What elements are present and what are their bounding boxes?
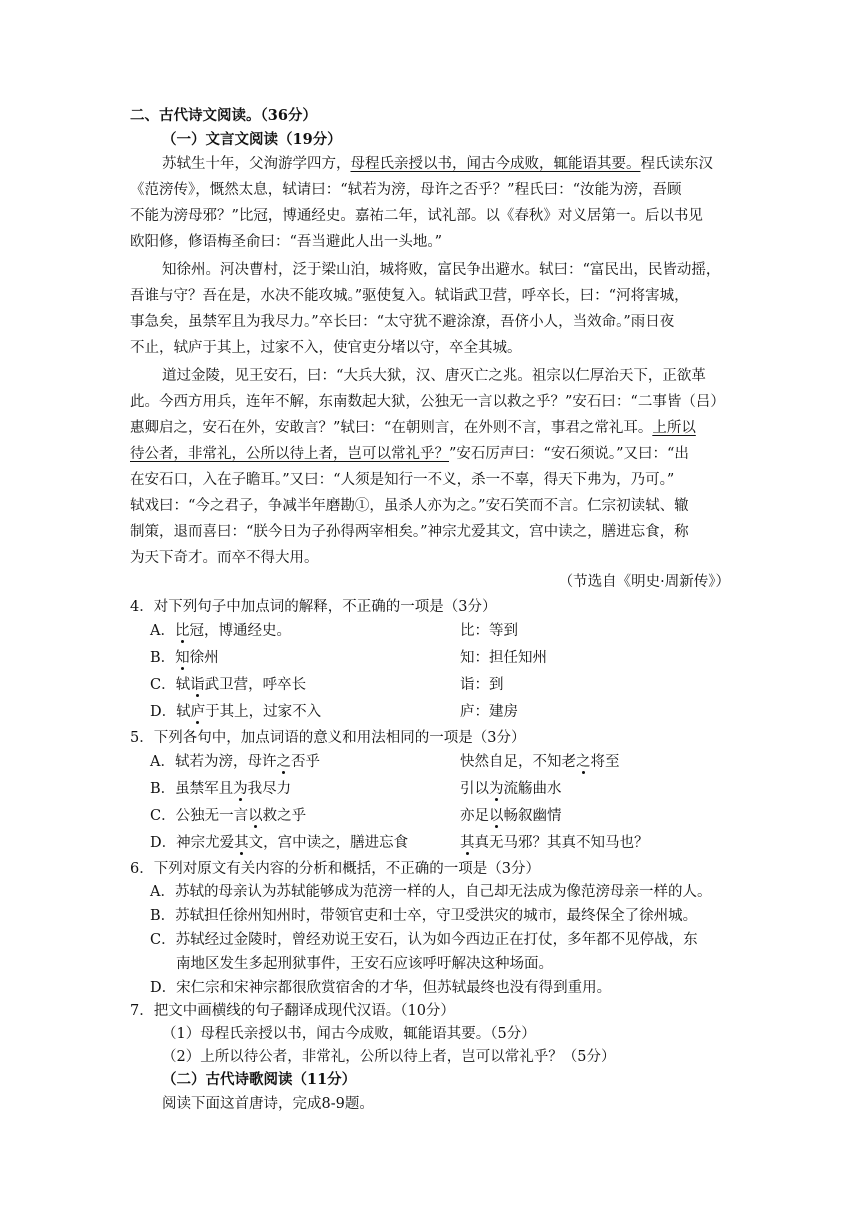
passage-source: （节选自《明史·周新传》） (558, 574, 730, 590)
dotted-word: 以 (489, 808, 504, 824)
dotted-word: 知 (175, 650, 190, 666)
question-4-option-b (0, 647, 860, 669)
passage-line (162, 154, 713, 174)
option-left: D．神宗尤爱其文，宫中读之，膳进忘食 (150, 835, 409, 851)
option-left: A．轼若为滂，母许之否乎 (150, 754, 320, 770)
passage-line: 此。今西方用兵，连年不解，东南数起大狱，公独无一言以救之乎？”安石曰：“二事皆（吕） (130, 394, 725, 410)
passage-line: 制策，退而喜曰：“朕今日为子孙得两宰相矣。”神宗尤爱其文，宫中读之，膳进忘食，称 (130, 524, 689, 540)
section-title: 二、古代诗文阅读。（36分） (130, 107, 317, 124)
passage-line: 知徐州。河决曹村，泛于梁山泊，城将败，富民争出避水。轼曰：“富民出，民皆动摇， (162, 262, 721, 278)
question-5-option-b (0, 778, 860, 800)
passage-line: 为天下奇才。而卒不得大用。 (130, 550, 319, 566)
dotted-word: 其 (234, 835, 249, 851)
poetry-instruction: 阅读下面这首唐诗，完成8-9题。 (162, 1096, 374, 1112)
dotted-word: 以 (248, 808, 263, 824)
question-6-stem: 6．下列对原文有关内容的分析和概括，不正确的一项是（3分） (130, 861, 540, 877)
question-7-stem: 7．把文中画横线的句子翻译成现代汉语。（10分） (130, 1003, 455, 1019)
question-6-option-d: D．宋仁宗和宋神宗都很欣赏宿舍的才华，但苏轼最终也没有得到重用。 (150, 980, 612, 996)
question-7-sentence-2: （2）上所以待公者，非常礼，公所以待上者，岂可以常礼乎？（5分） (162, 1049, 616, 1065)
underlined-sentence-2: 待公者，非常礼，公所以待上者，岂可以常礼乎？ (130, 446, 449, 462)
option-text: C．轼诣武卫营，呼卒长 (150, 677, 307, 693)
passage-line: 不止，轼庐于其上，过家不入，使官吏分堵以守，卒全其城。 (130, 340, 522, 356)
passage-line: 《范滂传》，慨然太息，轼请曰：“轼若为滂，母许之否乎？”程氏曰：“汝能为滂，吾顾 (130, 182, 682, 198)
passage-line (130, 444, 689, 464)
passage-line: 不能为滂母邪？”比冠，博通经史。嘉祐二年，试礼部。以《春秋》对义居第一。后以书见 (130, 208, 703, 224)
subsection-title-poetry: （二）古代诗歌阅读（11分） (162, 1071, 357, 1088)
option-explanation: 庐：建房 (460, 704, 518, 720)
passage-line: 吾谁与守？吾在是，水决不能攻城。”驱使复入。轼诣武卫营，呼卒长，曰：“河将害城， (130, 288, 689, 304)
option-right: 快然自足，不知老之将至 (460, 754, 620, 770)
question-5-option-a (0, 751, 860, 773)
underlined-sentence-2: 上所以 (652, 420, 696, 436)
question-5-option-d (0, 832, 860, 854)
question-4-option-d (0, 701, 860, 723)
passage-line: 轼戏曰：“今之君子，争减半年磨勘①，虽杀人亦为之。”安石笑而不言。仁宗初读轼、辙 (130, 498, 689, 514)
option-explanation: 比：等到 (460, 623, 518, 639)
option-left: B．虽禁军且为我尽力 (150, 781, 292, 797)
option-right: 引以为流觞曲水 (460, 781, 562, 797)
question-6-option-c-cont: 南地区发生多起刑狱事件，王安石应该呼吁解决这种场面。 (176, 956, 553, 972)
dotted-word: 庐 (190, 704, 206, 720)
option-explanation: 知：担任知州 (460, 650, 547, 666)
question-5-stem: 5．下列各句中，加点词语的意义和用法相同的一项是（3分） (130, 730, 526, 746)
dotted-word: 其 (460, 835, 475, 851)
option-text: A．比冠，博通经史。 (150, 623, 291, 639)
dotted-word: 为 (233, 781, 248, 797)
option-text: D．轼庐于其上，过家不入 (150, 704, 322, 720)
passage-text: ”安石厉声曰：“安石须说。”又曰：“出 (449, 446, 689, 462)
question-6-option-c: C．苏轼经过金陵时，曾经劝说王安石，认为如今西边正在打仗，多年都不见停战，东 (150, 932, 698, 948)
passage-text: 苏轼生十年，父洵游学四方， (162, 156, 351, 172)
question-5-option-c (0, 805, 860, 827)
passage-line: 事急矣，虽禁军且为我尽力。”卒长曰：“太守犹不避涂潦，吾侪小人，当效命。”雨日夜 (130, 314, 675, 330)
option-right: 亦足以畅叙幽情 (460, 808, 562, 824)
question-6-option-a: A．苏轼的母亲认为苏轼能够成为范滂一样的人，自己却无法成为像范滂母亲一样的人。 (150, 884, 712, 900)
underlined-sentence-1: 母程氏亲授以书，闻古今成败，辄能语其要。 (350, 156, 641, 172)
dotted-word: 诣 (190, 677, 205, 693)
passage-line (130, 418, 696, 438)
option-text: B．知徐州 (150, 650, 219, 666)
question-7-sentence-1: （1）母程氏亲授以书，闻古今成败，辄能语其要。（5分） (162, 1026, 536, 1042)
dotted-word: 为 (489, 781, 504, 797)
subsection-title-classical-prose: （一）文言文阅读（19分） (162, 131, 342, 148)
passage-line: 道过金陵，见王安石，曰：“大兵大狱，汉、唐灭亡之兆。祖宗以仁厚治天下，正欲革 (162, 368, 706, 384)
option-left: C．公独无一言以救之乎 (150, 808, 307, 824)
question-4-option-a (0, 620, 860, 642)
passage-text: 程氏读东汉 (640, 156, 713, 172)
option-right: 其真无马邪？其真不知马也？ (460, 835, 649, 851)
question-4-stem: 4．对下列句子中加点词的解释，不正确的一项是（3分） (130, 599, 497, 615)
question-4-option-c (0, 674, 860, 696)
dotted-word: 之 (276, 754, 291, 770)
dotted-word: 之 (576, 754, 591, 770)
dotted-word: 比 (174, 623, 190, 639)
passage-text: 惠卿启之，安石在外，安敢言？”轼曰：“在朝则言，在外则不言，事君之常礼耳。 (130, 420, 653, 436)
passage-line: 欧阳修，修语梅圣俞曰：“吾当避此人出一头地。” (130, 234, 443, 250)
passage-line: 在安石口，入在子瞻耳。”又曰：“人须是知行一不义，杀一不辜，得天下弗为，乃可。” (130, 472, 675, 488)
question-6-option-b: B．苏轼担任徐州知州时，带领官吏和士卒，守卫受洪灾的城市，最终保全了徐州城。 (150, 908, 698, 924)
option-explanation: 诣：到 (460, 677, 504, 693)
